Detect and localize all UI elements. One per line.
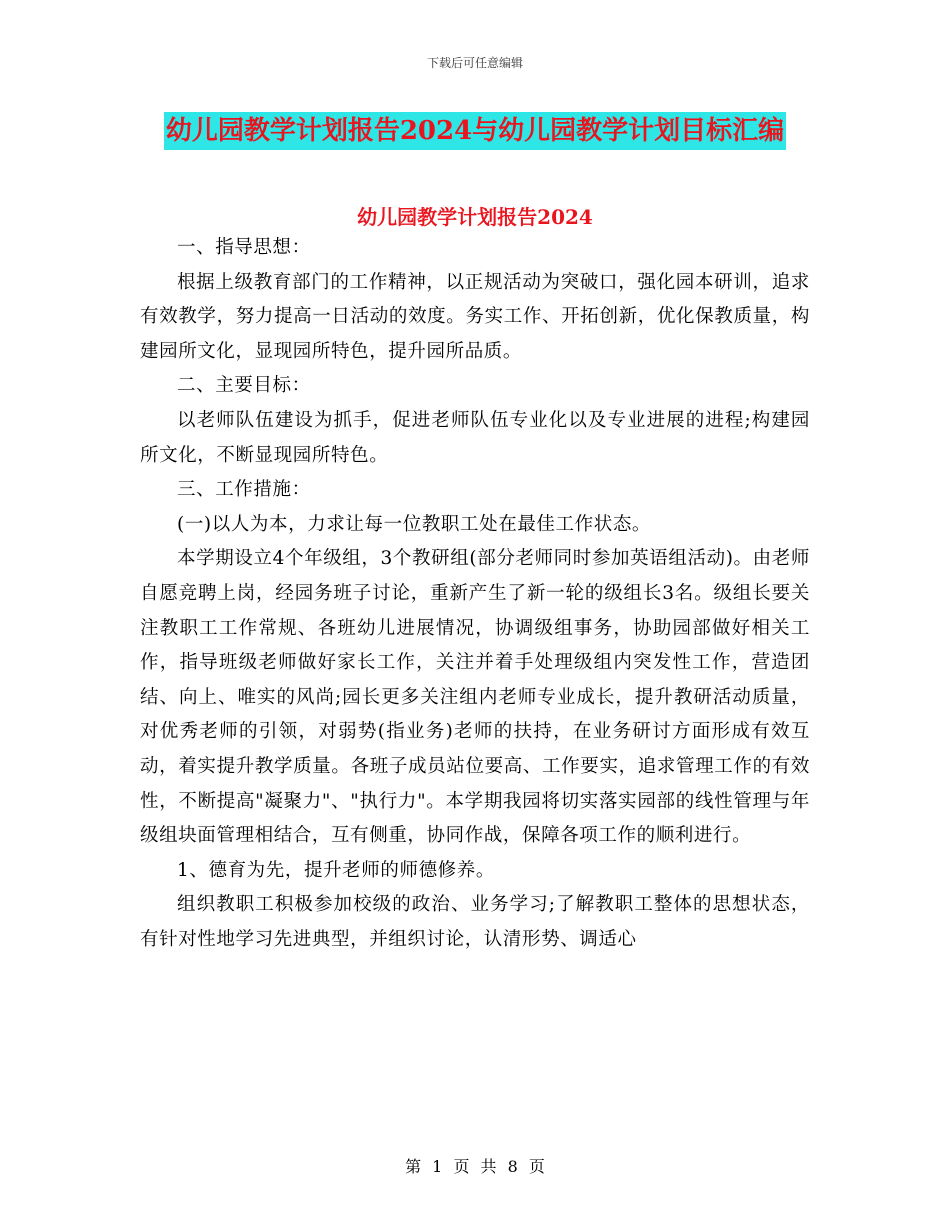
paragraph: 三、工作措施： xyxy=(177,479,311,501)
paragraph: 二、主要目标： xyxy=(177,375,311,397)
paragraph: 根据上级教育部门的工作精神，以正规活动为突破口，强化园本研训，追求有效教学，努力提高一日活动的效度。务实工作、开拓创新，优化保教质量，构建园所文化，显现园所特色，提升园所品质。 xyxy=(140,271,810,362)
paragraph: 一、指导思想： xyxy=(177,237,311,258)
document-title xyxy=(0,112,950,150)
paragraph: 组织教职工积极参加校级的政治、业务学习;了解教职工整体的思想状态，有针对性地学习先进典型，并组织讨论，认清形势、调适心 xyxy=(140,894,810,950)
paragraph: 本学期设立4个年级组，3个教研组(部分老师同时参加英语组活动)。由老师自愿竞聘上岗，经园务班子讨论，重新产生了新一轮的级组长3名。级组长要关注教职工工作常规、各班幼儿进展情况，协调级组事务，协助园部做好相关工作，指导班级老师做好家长工作，关注并着手处理级组内突发性工作，营造团结、向上、唯实的风尚;园长更多关注组内老师专业成长，提升教研活动质量，对优秀老师的引领，对弱势(指业务)老师的扶持，在业务研讨方面形成有效互动，着实提升教学质量。各班子成员站位要高、工作要实，追求管理工作的有效性，不断提高"凝聚力"、"执行力"。本学期我园将切实落实园部的线性管理与年级组块面管理相结合，互有侧重，协同作战，保障各项工作的顺利进行。 xyxy=(140,548,810,847)
paragraph: 以老师队伍建设为抓手，促进老师队伍专业化以及专业进展的进程;构建园所文化，不断显现园所特色。 xyxy=(140,409,810,466)
document-title-text: 幼儿园教学计划报告2024与幼儿园教学计划目标汇编 xyxy=(164,112,786,150)
header-note: 下载后可任意编辑 xyxy=(426,56,523,70)
paragraph: 1、德育为先，提升老师的师德修养。 xyxy=(177,859,495,881)
section-title: 幼儿园教学计划报告2024 xyxy=(357,205,593,229)
paragraph: (一)以人为本，力求让每一位教职工处在最佳工作状态。 xyxy=(177,513,652,535)
page-number-footer: 第 1 页 共 8 页 xyxy=(405,1157,545,1176)
document-body xyxy=(140,231,810,957)
